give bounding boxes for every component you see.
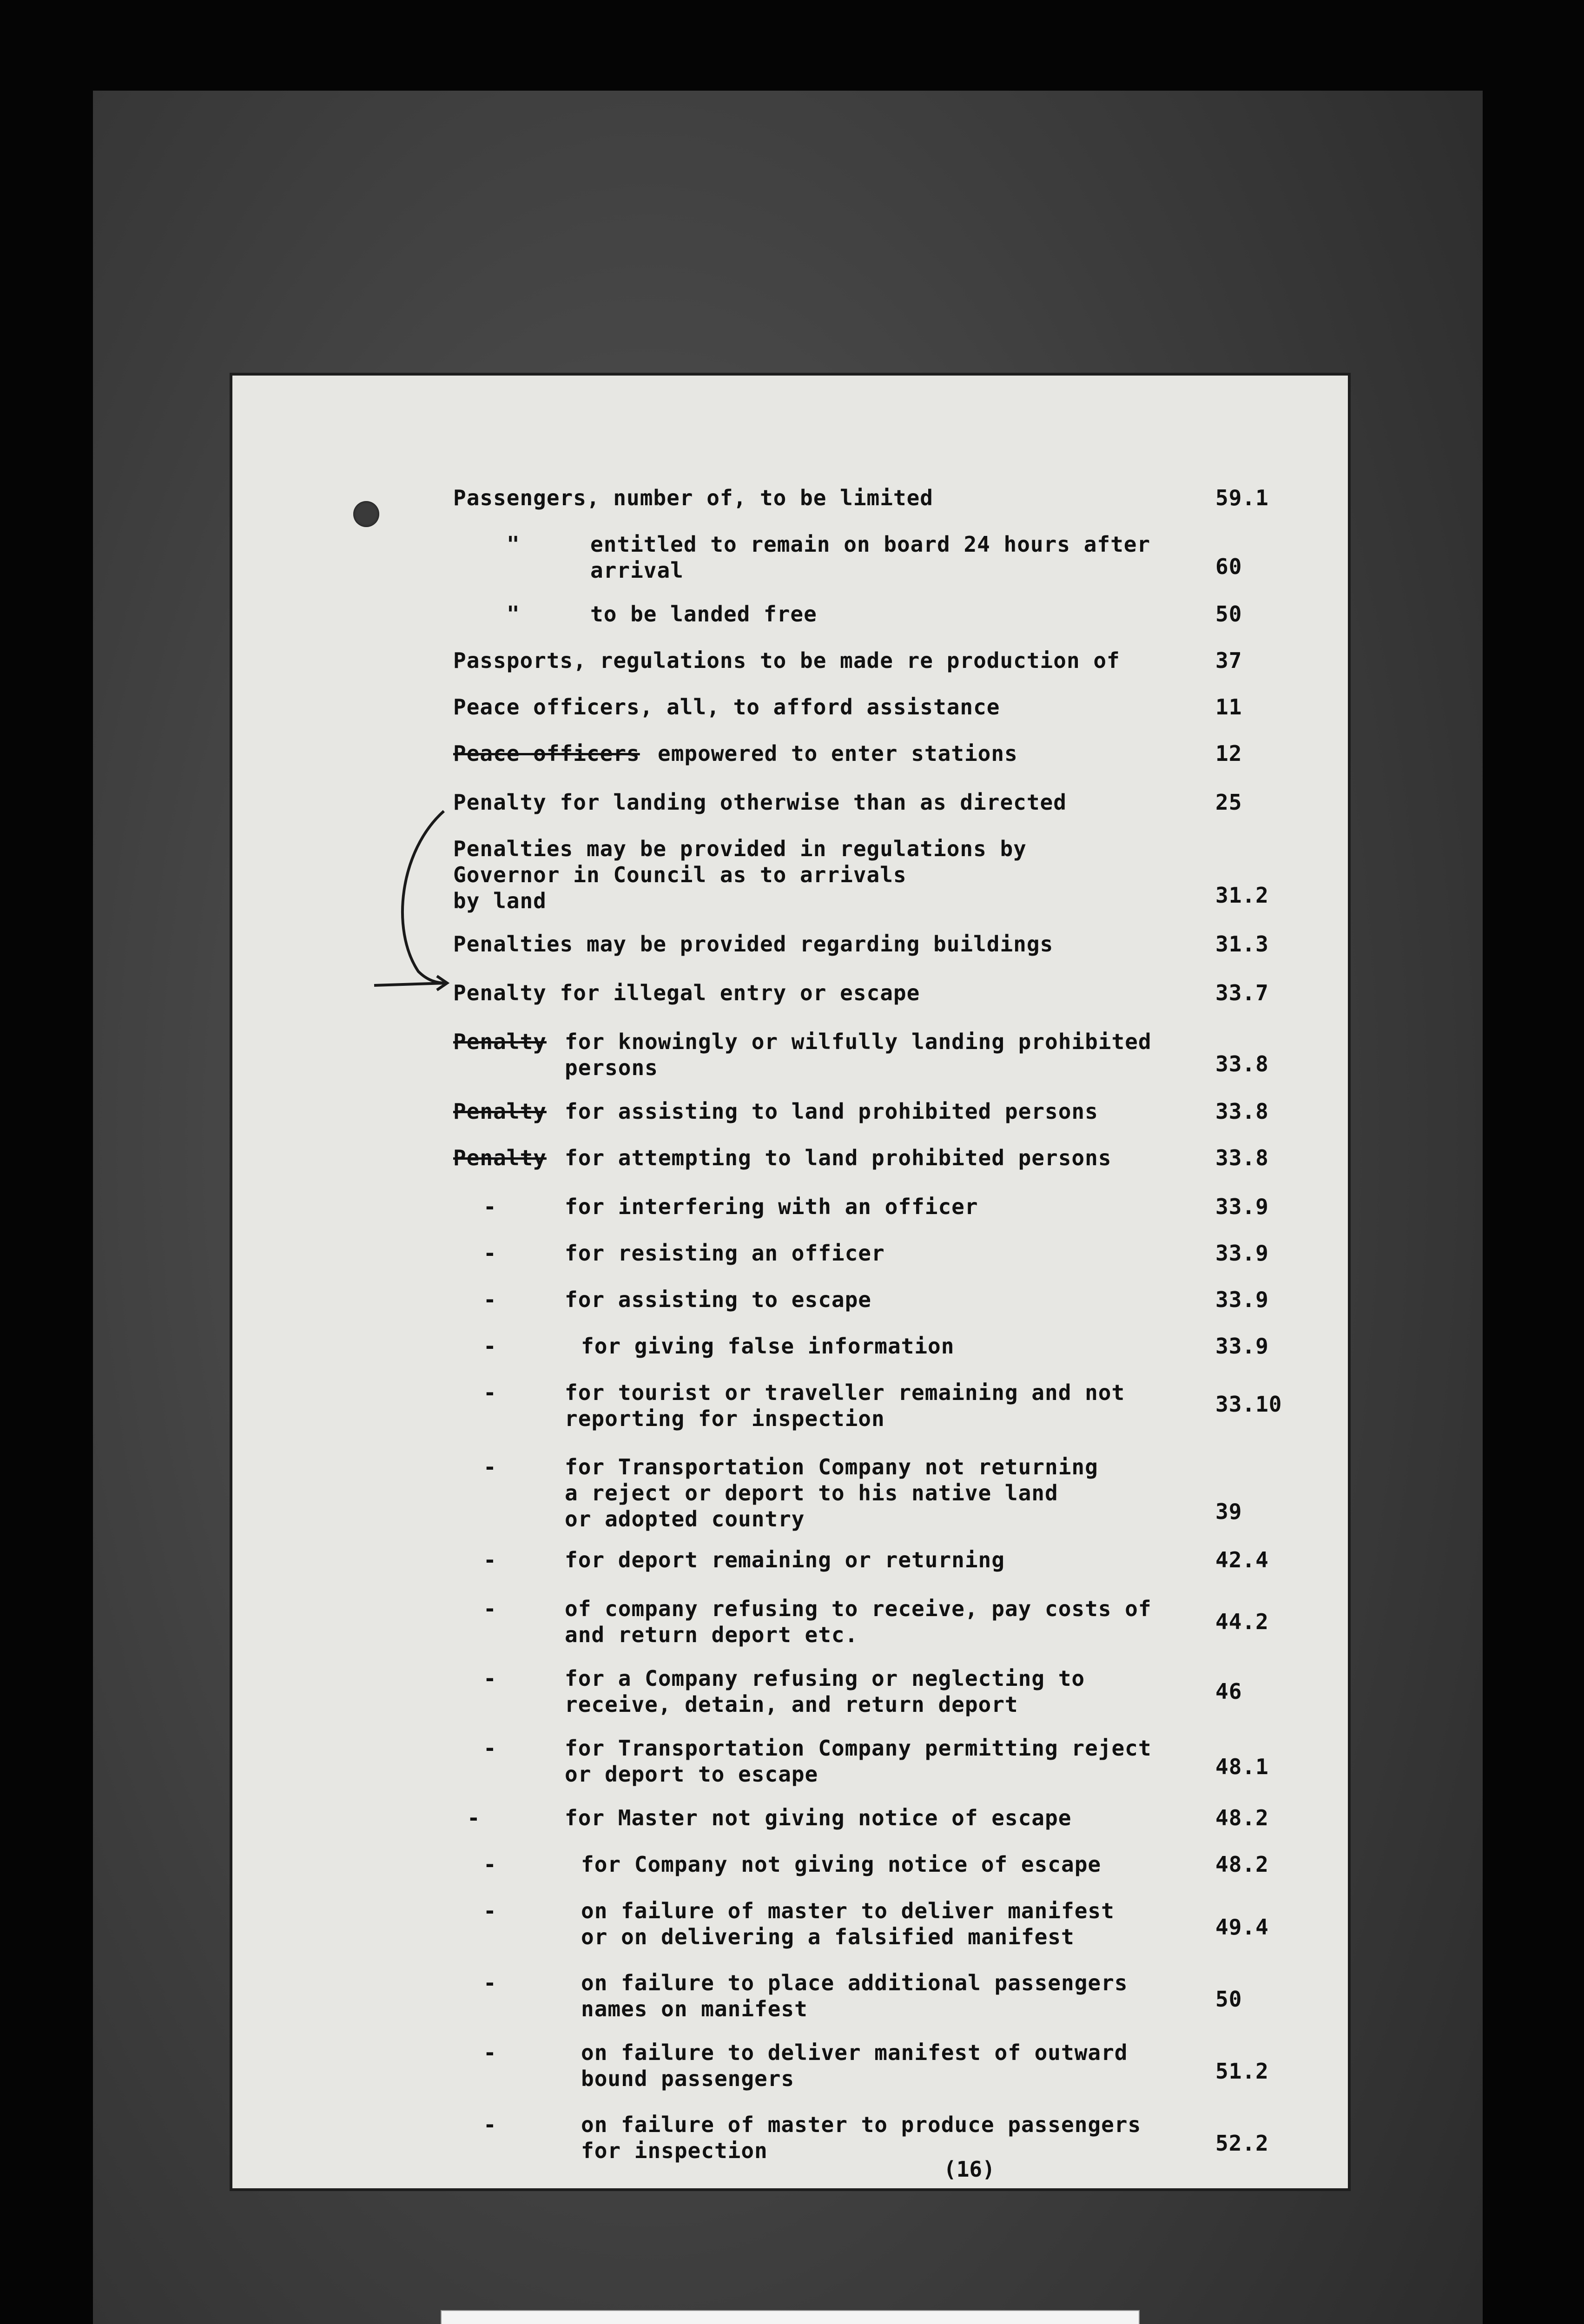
entry-struck-lead: Penalty	[453, 1145, 547, 1170]
entry-text: for assisting to land prohibited persons	[565, 1099, 1098, 1124]
entry-ref: 52.2	[1215, 2131, 1269, 2156]
entry-text: for Transportation Company not returning a reject or deport to his native land or adopted country	[565, 1454, 1098, 1532]
entry-dash: -	[483, 2112, 497, 2137]
entry-text: on failure to deliver manifest of outward bound passengers	[581, 2040, 1128, 2091]
entry-text: Penalty for landing otherwise than as directed	[453, 790, 1067, 815]
entry-ref: 33.9	[1215, 1334, 1269, 1359]
entry-dash: -	[483, 1287, 497, 1312]
entry-text: for interfering with an officer	[565, 1194, 978, 1219]
entry-ref: 48.1	[1215, 1754, 1269, 1779]
entry-ref: 59.1	[1215, 485, 1269, 510]
entry-ref: 11	[1215, 694, 1242, 720]
entry-ref: 44.2	[1215, 1609, 1269, 1634]
entry-ref: 50	[1215, 1987, 1242, 2012]
entry-dash: -	[483, 1547, 497, 1572]
entry-text: for giving false information	[581, 1334, 955, 1359]
entry-text: Penalties may be provided in regulations by Governor in Council as to arrivals by land	[453, 836, 1027, 913]
entry-ref: 33.9	[1215, 1194, 1269, 1219]
index-page	[232, 376, 1348, 2188]
entry-dash: -	[483, 1898, 497, 1923]
page-number: (16)	[944, 2157, 995, 2182]
entry-text: for Company not giving notice of escape	[581, 1852, 1102, 1877]
entry-ref: 33.10	[1215, 1392, 1282, 1417]
entry-struck-lead: Peace officers	[453, 741, 640, 766]
entry-ref: 50	[1215, 601, 1242, 627]
reference-slip	[441, 2310, 1140, 2324]
entry-ref: 42.4	[1215, 1547, 1269, 1572]
entry-dash: -	[467, 1805, 481, 1830]
entry-ref: 39	[1215, 1499, 1242, 1524]
entry-ref: 49.4	[1215, 1915, 1269, 1940]
entry-dash: -	[483, 1736, 497, 1761]
entry-text: for knowingly or wilfully landing prohibited persons	[565, 1029, 1152, 1080]
entry-text: for deport remaining or returning	[565, 1547, 1005, 1572]
entry-text: for resisting an officer	[565, 1241, 885, 1266]
entry-text: for Master not giving notice of escape	[565, 1805, 1072, 1830]
entry-dash: -	[483, 2040, 497, 2065]
entry-dash: -	[483, 1194, 497, 1219]
entry-text: Passengers, number of, to be limited	[453, 485, 933, 510]
entry-text: for tourist or traveller remaining and not reporting for inspection	[565, 1380, 1125, 1431]
entry-dash: -	[483, 1666, 497, 1691]
entry-ref: 33.8	[1215, 1099, 1269, 1124]
entry-ref: 33.8	[1215, 1145, 1269, 1170]
entry-dash: -	[483, 1241, 497, 1266]
entry-ref: 33.9	[1215, 1241, 1269, 1266]
entry-ditto: "	[507, 601, 520, 627]
entry-ref: 31.3	[1215, 931, 1269, 957]
entry-dash: -	[483, 1970, 497, 1995]
entry-struck-lead: Penalty	[453, 1099, 547, 1124]
entry-dash: -	[483, 1596, 497, 1621]
entry-ref: 33.9	[1215, 1287, 1269, 1312]
entry-ref: 33.7	[1215, 980, 1269, 1005]
entry-ref: 60	[1215, 554, 1242, 579]
entry-text: to be landed free	[590, 601, 817, 627]
entry-dash: -	[483, 1852, 497, 1877]
entry-ref: 48.2	[1215, 1852, 1269, 1877]
entry-text: on failure of master to deliver manifest or on delivering a falsified manifest	[581, 1898, 1115, 1949]
entry-ref: 48.2	[1215, 1805, 1269, 1830]
entry-text: Peace officers, all, to afford assistance	[453, 694, 1000, 720]
entry-ditto: "	[507, 532, 520, 557]
entry-text: on failure of master to produce passengers for inspection	[581, 2112, 1142, 2163]
entry-text: empowered to enter stations	[658, 741, 1018, 766]
entry-ref: 46	[1215, 1679, 1242, 1704]
entry-text: Passports, regulations to be made re production of	[453, 648, 1120, 673]
entry-ref: 51.2	[1215, 2059, 1269, 2084]
entry-text: of company refusing to receive, pay costs of and return deport etc.	[565, 1596, 1152, 1647]
entry-text: Penalties may be provided regarding buildings	[453, 931, 1054, 957]
entry-ref: 12	[1215, 741, 1242, 766]
entry-ref: 25	[1215, 790, 1242, 815]
entry-dash: -	[483, 1380, 497, 1405]
entry-struck-lead: Penalty	[453, 1029, 547, 1054]
entry-text: for attempting to land prohibited persons	[565, 1145, 1112, 1170]
entry-text: on failure to place additional passengers names on manifest	[581, 1970, 1128, 2021]
entry-dash: -	[483, 1454, 497, 1479]
entry-text: Penalty for illegal entry or escape	[453, 980, 920, 1005]
punch-hole	[353, 501, 379, 527]
entry-ref: 31.2	[1215, 883, 1269, 908]
entry-ref: 33.8	[1215, 1051, 1269, 1076]
entry-dash: -	[483, 1334, 497, 1359]
entry-text: for Transportation Company permitting reject or deport to escape	[565, 1736, 1152, 1787]
entry-text: entitled to remain on board 24 hours after arrival	[590, 532, 1151, 583]
entry-ref: 37	[1215, 648, 1242, 673]
entry-text: for a Company refusing or neglecting to receive, detain, and return deport	[565, 1666, 1085, 1717]
entry-text: for assisting to escape	[565, 1287, 871, 1312]
